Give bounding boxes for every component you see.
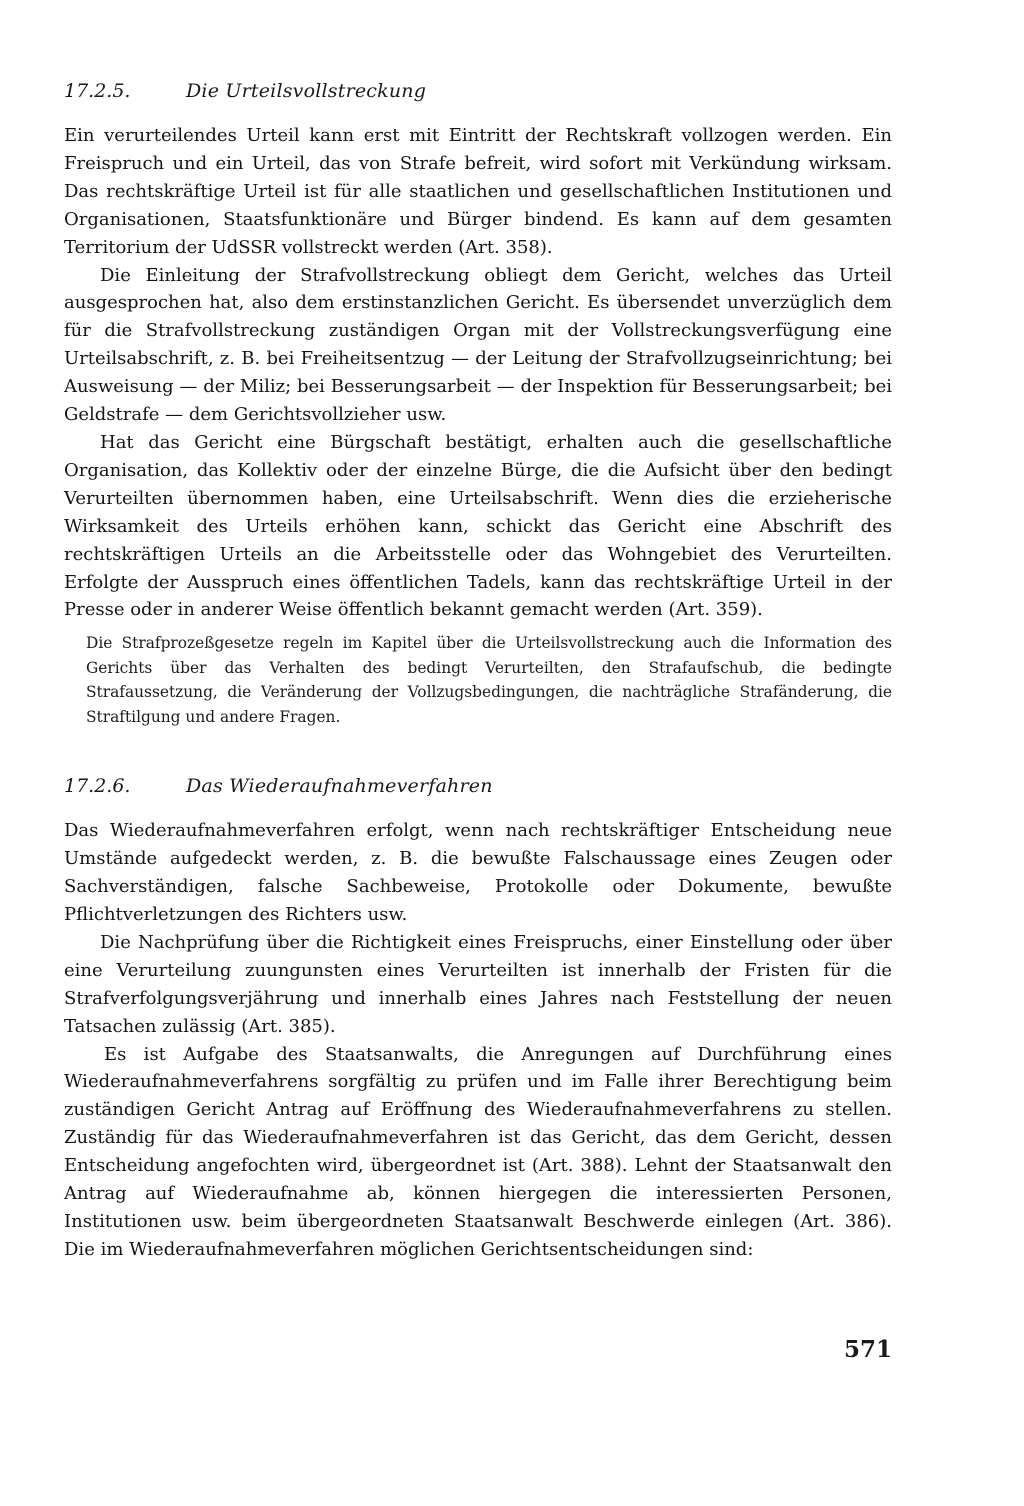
section-number: 17.2.6. <box>64 775 131 798</box>
section-spacer <box>64 729 892 771</box>
page-number: 571 <box>843 1336 892 1363</box>
paragraph: Die Nachprüfung über die Richtigkeit eines Freispruchs, einer Einstellung oder über eine Verurteilung zuungunsten eines Verurteilten ist innerhalb der Fristen für die Strafverfolgungsverjährung und innerhalb eines Jahres nach Feststellung der neuen Tatsachen zulässig (Art. 385). <box>64 931 892 1037</box>
section-number: 17.2.5. <box>64 80 131 102</box>
paragraph: Die Einleitung der Strafvollstreckung obliegt dem Gericht, welches das Urteil ausgesprochen hat, also dem erstinstanzlichen Gericht. Es übersendet unverzüglich dem für die Strafvollstreckung zuständigen Organ mit der Vollstreckungsverfügung eine Urteilsabschrift, z. B. bei Freiheitsentzug — der Leitung der Strafvollzugseinrichtung; bei Ausweisung — der Miliz; bei Besserungsarbeit — der Inspektion für Besserungsarbeit; bei Geldstrafe — dem Gerichtsvollzieher usw. <box>64 264 892 426</box>
page-content <box>64 76 892 1264</box>
paragraph: Ein verurteilendes Urteil kann erst mit Eintritt der Rechtskraft vollzogen werden. Ein Freispruch und ein Urteil, das von Strafe befreit, wird sofort mit Verkündung wirksam. Das rechtskräftige Urteil ist für alle staatlichen und gesellschaftlichen Institutionen und Organisationen, Staatsfunktionäre und Bürger bindend. Es kann auf dem gesamten Territorium der UdSSR vollstreckt werden (Art. 358). <box>64 125 892 258</box>
paragraph: Hat das Gericht eine Bürgschaft bestätigt, erhalten auch die gesellschaftliche Organisation, das Kollektiv oder der einzelne Bürge, die die Aufsicht über den bedingt Verurteilten übernommen haben, eine Urteilsabschrift. Wenn dies die erzieherische Wirksamkeit des Urteils erhöhen kann, schickt das Gericht eine Abschrift des rechtskräftigen Urteils an die Arbeitsstelle oder das Wohngebiet des Verurteilten. Erfolgte der Ausspruch eines öffentlichen Tadels, kann das rechtskräftige Urteil in der Presse oder in anderer Weise öffentlich bekannt gemacht werden (Art. 359). <box>64 431 892 621</box>
paragraph: Es ist Aufgabe des Staatsanwalts, die Anregungen auf Durchführung eines Wiederaufnahmeverfahrens sorgfältig zu prüfen und im Falle ihrer Berechtigung beim zuständigen Gericht Antrag auf Eröffnung des Wiederaufnahmeverfahrens zu stellen. Zuständig für das Wiederaufnahmeverfahren ist das Gericht, das dem Gericht, dessen Entscheidung angefochten wird, übergeordnet ist (Art. 388). Lehnt der Staatsanwalt den Antrag auf Wiederaufnahme ab, können hiergegen die interessierten Personen, Institutionen usw. beim übergeordneten Staatsanwalt Beschwerde einlegen (Art. 386). Die im Wiederaufnahmeverfahren möglichen Gerichtsentscheidungen sind: <box>64 1043 892 1260</box>
section-heading-17-2-6 <box>64 771 892 801</box>
paragraph: Das Wiederaufnahmeverfahren erfolgt, wenn nach rechtskräftiger Entscheidung neue Umstände aufgedeckt werden, z. B. die bewußte Falschaussage eines Zeugen oder Sachverständigen, falsche Sachbeweise, Protokolle oder Dokumente, bewußte Pflichtverletzungen des Richters usw. <box>64 820 892 926</box>
small-print-note: Die Strafprozeßgesetze regeln im Kapitel über die Urteilsvollstreckung auch die Information des Gerichts über das Verhalten des bedingt Verurteilten, den Strafaufschub, die bedingte Strafaussetzung, die Veränderung der Vollzugsbedingungen, die nachträgliche Strafänderung, die Straftilgung und andere Fragen. <box>86 634 892 726</box>
section-title: Die Urteilsvollstreckung <box>186 80 427 102</box>
section-title: Das Wiederaufnahmeverfahren <box>186 775 493 798</box>
section-heading-17-2-5 <box>64 76 892 106</box>
